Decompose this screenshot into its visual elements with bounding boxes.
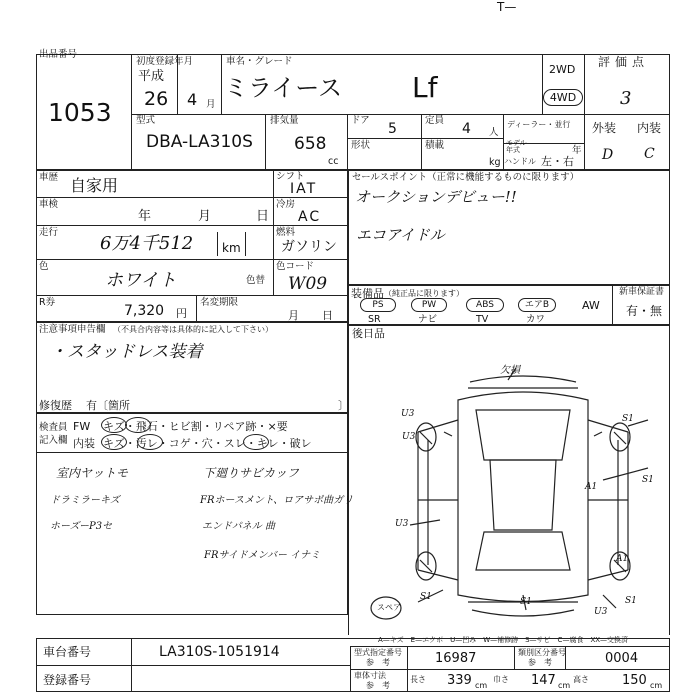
type-no-label2: 参 考 — [366, 658, 390, 667]
circle-mark-int-dirt — [137, 434, 163, 450]
circle-mark-int-scratch — [101, 434, 127, 450]
equipment-label: 装備品 — [351, 287, 384, 300]
capacity-unit: 人 — [489, 127, 499, 138]
car-outline — [371, 365, 648, 619]
diagram-spare: スペア — [377, 603, 401, 612]
corner-mark: T— — [497, 0, 517, 14]
repair-end: 〕 — [338, 399, 349, 412]
interior-label: 内装 — [637, 121, 662, 135]
drive-2wd: 2WD — [549, 63, 576, 76]
equip-aw: AW — [582, 299, 600, 312]
recycle-unit: 円 — [176, 307, 187, 320]
mark-11: S1 — [625, 596, 637, 606]
chassis-value: LA310S-1051914 — [159, 644, 280, 660]
model-label: 型式 — [136, 115, 156, 126]
registration-month-unit: 月 — [206, 99, 216, 110]
inspection-year: 年 — [138, 209, 152, 224]
displacement-value: 658 — [294, 134, 327, 154]
displacement-unit: cc — [328, 156, 339, 167]
dealer-label: ディーラー・並行 — [507, 120, 571, 129]
model-year-label1: モデル — [506, 139, 527, 147]
registration-era: 平成 — [138, 69, 165, 84]
circle-mark-fw-scratch — [101, 417, 127, 433]
diagram-label: 後日品 — [352, 327, 385, 340]
exterior-grade: D — [602, 147, 614, 163]
equip-navi: ナビ — [418, 314, 438, 325]
name-label: 車名・グレード — [226, 56, 293, 67]
mark-6: S1 — [642, 475, 654, 485]
dims-label2: 参 考 — [366, 681, 390, 690]
handle-label: ハンドル — [504, 157, 536, 166]
fuel-label: 燃料 — [276, 227, 296, 238]
registration-year: 26 — [144, 88, 169, 110]
name-change-label: 名変期限 — [200, 297, 239, 308]
mark-9: U3 — [594, 607, 608, 617]
mark-7: S1 — [420, 592, 432, 602]
registration-month: 4 — [187, 90, 198, 109]
model-value: DBA-LA310S — [146, 132, 253, 152]
load-label: 積載 — [425, 140, 445, 151]
inspector-interior-head: 内装 — [73, 437, 95, 450]
recycle-label: R券 — [39, 297, 56, 308]
dims-length-label: 長さ — [410, 675, 426, 684]
shape-label: 形状 — [351, 140, 371, 151]
inspection-label: 車検 — [39, 199, 59, 210]
equip-ps-pill: PS — [360, 298, 396, 312]
name-change-day: 日 — [322, 309, 333, 322]
car-name: ミライース — [224, 74, 343, 102]
diagram-top-note: 欠損 — [500, 365, 520, 376]
color-change-label: 色替 — [246, 275, 266, 286]
class-no-value: 0004 — [605, 651, 639, 666]
sales-point-label: セールスポイント（正常に機能するものに限ります） — [352, 172, 580, 183]
notes-text: ・スタッドレス装着 — [50, 342, 203, 362]
score-label: 評価点 — [598, 55, 650, 69]
mark-1: U3 — [401, 409, 415, 419]
damage-legend: A—キズ E—エクボ U—凹み W—補修跡 S—サビ C—腐食 XX—交換済 — [378, 636, 629, 644]
doors-value: 5 — [388, 121, 397, 137]
type-no-label1: 型式指定番号 — [354, 648, 402, 657]
fuel-value: ガソリン — [281, 239, 337, 255]
mark-10: A1 — [616, 554, 629, 564]
mark-4: U3 — [395, 519, 409, 529]
sales-point-line2: エコアイドル — [356, 226, 445, 244]
history-label: 車歴 — [39, 172, 59, 183]
repair-label: 修復歴 — [39, 399, 72, 412]
mileage-value: 6万4千512 — [100, 233, 194, 254]
equip-airbag-pill: エアB — [518, 298, 556, 312]
mark-8: S1 — [520, 597, 532, 607]
warranty-label: 新車保証書 — [619, 287, 665, 297]
dims-length: 339 — [447, 673, 472, 688]
class-no-label1: 類別区分番号 — [518, 648, 566, 657]
color-code-value: W09 — [288, 274, 328, 294]
inspection-month: 月 — [198, 209, 212, 224]
notes-box — [36, 322, 348, 413]
class-no-label2: 参 考 — [528, 658, 552, 667]
dims-width: 147 — [531, 673, 556, 688]
car-grade: Lf — [412, 71, 438, 104]
notes-small: （不具合内容等は具体的に記入して下さい） — [113, 325, 273, 334]
dims-height-label: 高さ — [573, 675, 589, 684]
mark-3: U3 — [402, 432, 416, 442]
ac-label: 冷房 — [276, 199, 296, 210]
shift-label: シフト — [276, 171, 305, 182]
load-unit: kg — [489, 157, 501, 168]
equipment-note: （純正品に限ります） — [384, 289, 464, 298]
color-code-label: 色コード — [276, 261, 315, 272]
dims-label1: 車体寸法 — [354, 671, 386, 680]
handnote-3: ホーズーP3セ — [50, 521, 113, 532]
equip-abs-pill: ABS — [466, 298, 504, 312]
handnote-6: エンドパネル 曲 — [202, 521, 275, 532]
chassis-label: 車台番号 — [43, 645, 92, 659]
lot-label: 出品番号 — [39, 49, 78, 60]
inspector-label1: 検査員 — [39, 422, 68, 433]
handle-options: 左・右 — [541, 155, 574, 168]
name-change-month: 月 — [288, 309, 299, 322]
notes-label: 注意事項申告欄 — [39, 324, 106, 335]
equip-pw-pill: PW — [411, 298, 447, 312]
lot-number: 1053 — [48, 98, 112, 127]
shift-value: IAT — [290, 181, 318, 197]
dims-length-unit: cm — [475, 681, 488, 690]
warranty-value: 有・無 — [626, 304, 663, 318]
equip-sr: SR — [368, 314, 381, 325]
handnote-5: FRホースメント、ロアサポ曲ガリ — [200, 495, 354, 506]
mark-2: S1 — [622, 414, 634, 424]
inspector-label2: 記入欄 — [39, 435, 68, 446]
car-damage-diagram — [348, 340, 670, 635]
registration-label: 初度登録年月 — [136, 56, 194, 67]
inspector-fw-line: キズ・飛石・ヒビ割・リペア跡・×要 — [103, 420, 288, 433]
interior-grade: C — [644, 146, 655, 162]
ac-value: AC — [298, 209, 322, 225]
exterior-label: 外装 — [592, 121, 617, 135]
sales-point-line1: オークションデビュー!! — [355, 188, 517, 206]
doors-label: ドア — [351, 115, 370, 126]
displacement-label: 排気量 — [270, 115, 299, 126]
circle-mark-fw-chip — [125, 417, 151, 433]
equip-leather: カワ — [526, 314, 546, 325]
repair-value: 有〔箇所 — [86, 399, 130, 412]
handnote-4: 下廻りサビカッフ — [203, 466, 299, 480]
reg-no-label: 登録番号 — [43, 673, 92, 687]
capacity-value: 4 — [462, 121, 471, 137]
inspector-interior-line: キズ・汚レ・コゲ・穴・スレ・キレ・破レ — [103, 437, 312, 450]
dims-height-unit: cm — [650, 681, 663, 690]
model-year-unit: 年 — [572, 145, 582, 156]
handnote-2: ドラミラーキズ — [50, 495, 120, 506]
score-value: 3 — [620, 88, 632, 109]
mileage-unit: km — [222, 241, 241, 255]
dims-width-label: 巾さ — [493, 675, 509, 684]
capacity-label: 定員 — [425, 115, 445, 126]
dims-width-unit: cm — [558, 681, 571, 690]
recycle-value: 7,320 — [124, 303, 165, 319]
handnote-1: 室内ヤットモ — [56, 466, 129, 480]
mileage-label: 走行 — [39, 227, 59, 238]
dims-height: 150 — [622, 673, 647, 688]
color-label: 色 — [39, 261, 49, 272]
equip-tv: TV — [476, 314, 489, 325]
circle-mark-int-wear — [243, 434, 269, 450]
handnote-7: FRサイドメンバー イナミ — [204, 550, 321, 561]
inspection-day: 日 — [256, 209, 270, 224]
inspector-fw-head: FW — [73, 420, 91, 433]
mark-5: A1 — [585, 482, 598, 492]
drive-4wd-circled: 4WD — [543, 89, 583, 106]
model-year-label2: 年式 — [506, 146, 520, 154]
type-no-value: 16987 — [435, 651, 477, 666]
color-value: ホワイト — [105, 270, 177, 291]
history-value: 自家用 — [70, 176, 119, 195]
